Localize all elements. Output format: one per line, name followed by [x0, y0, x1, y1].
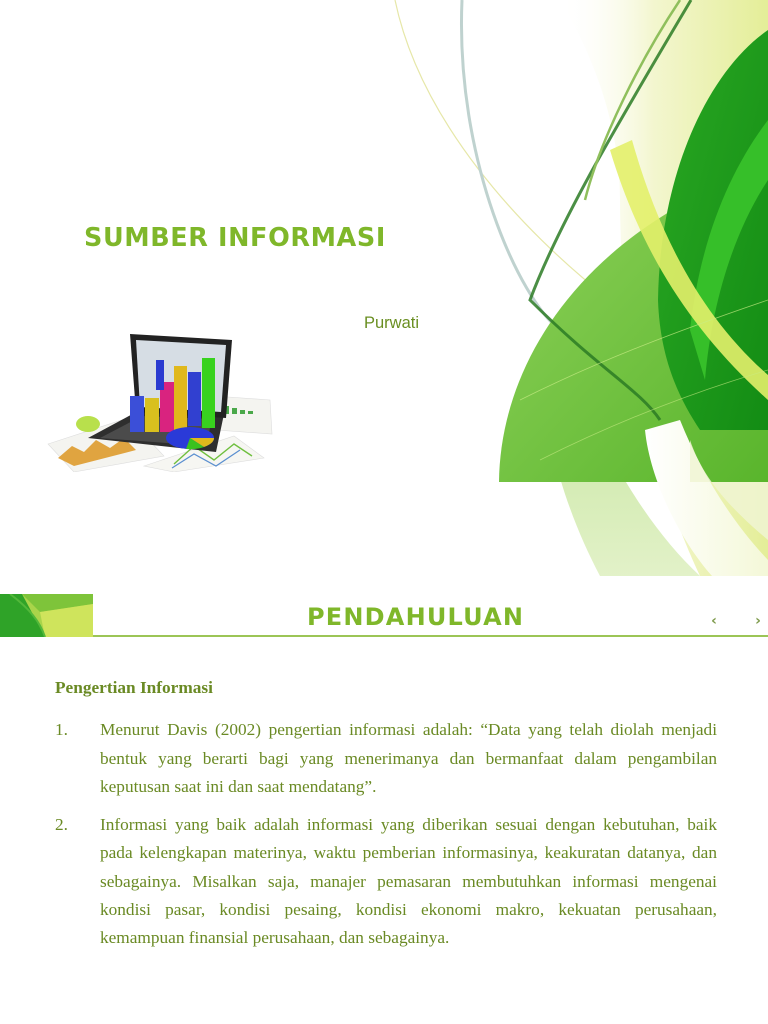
next-slide-button[interactable]: ›	[755, 613, 761, 629]
presentation-title: SUMBER INFORMASI	[84, 223, 386, 253]
slide-body	[55, 674, 717, 963]
list-item-text: Menurut Davis (2002) pengertian informasi adalah: “Data yang telah diolah menjadi bentuk yang berarti bagi yang menerimanya dan bermanfaat dalam pengambilan keputusan saat ini dan saat mendatang”.	[100, 720, 717, 796]
header-divider	[93, 635, 768, 637]
list-item-number: 2.	[55, 815, 68, 835]
list-item	[55, 811, 717, 952]
content-slide	[0, 576, 768, 1024]
list-item	[55, 716, 717, 801]
laptop-chart-illustration-icon	[44, 326, 280, 472]
list-item-number: 1.	[55, 720, 68, 740]
section-subheading: Pengertian Informasi	[55, 678, 213, 697]
slide-title: PENDAHULUAN	[307, 603, 525, 631]
author-name: Purwati	[364, 314, 420, 332]
header-leaf-decoration	[0, 594, 93, 637]
previous-slide-button[interactable]: ‹	[711, 613, 717, 629]
list-item-text: Informasi yang baik adalah informasi yang diberikan sesuai dengan kebutuhan, baik pada kelengkapan materinya, waktu pemberian informasinya, keakuratan datanya, dan sebagainya. Misalkan saja, manajer pemasaran membutuhkan informasi mengenai kondisi pasar, kondisi pesaing, kondisi ekonomi makro, kekuatan perusahaan, kemampuan finansial perusahaan, dan sebagainya.	[100, 815, 717, 948]
